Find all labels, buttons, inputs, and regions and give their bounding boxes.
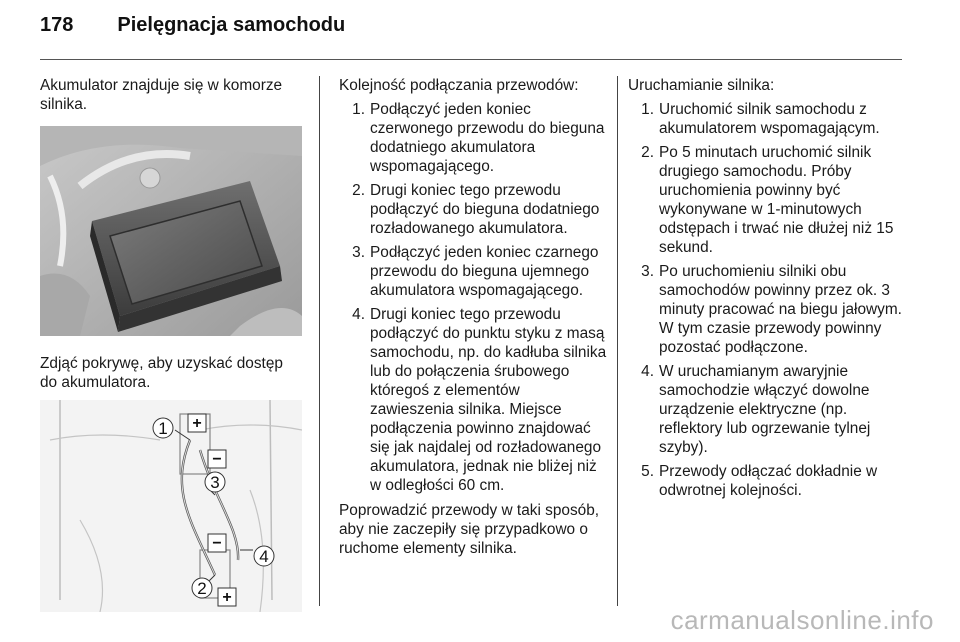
step-text: Drugi koniec tego przewodu podłączyć do bieguna dodatniego rozładowanego akumulatora.: [370, 182, 600, 237]
list-item: [339, 243, 607, 300]
step-number: 2.: [352, 182, 365, 199]
list-item: [339, 100, 607, 176]
list-item: [628, 143, 902, 257]
connection-steps-list: [339, 100, 607, 495]
battery-location-text: Akumulator znajduje się w komorze silnika.: [40, 77, 283, 113]
minus-bottom-glyph: −: [212, 535, 222, 552]
plus-top-glyph: +: [192, 415, 202, 432]
list-item: [628, 362, 902, 457]
list-item: [628, 100, 902, 138]
column-divider-1: [319, 76, 320, 606]
step-number: 3.: [641, 263, 654, 280]
watermark: carmanualsonline.info: [670, 605, 934, 635]
column-right: [628, 76, 902, 500]
step-text: Po uruchomieniu silniki obu samochodów powinny przez ok. 3 minuty pracować na biegu jałowym. W tym czasie przewody powinny pozostać podłączone.: [659, 263, 902, 356]
cable-routing-text: Poprowadzić przewody w taki sposób, aby nie zaczepiły się przypadkowo o ruchome elementy silnika.: [339, 502, 600, 557]
step-text: Po 5 minutach uruchomić silnik drugiego samochodu. Próby uruchomienia powinny być wykonywane w 1-minutowych odstępach i trwać nie dłużej niż 15 sekund.: [659, 144, 894, 256]
callout-4-number: 4: [259, 547, 269, 566]
engine-start-steps-list: [628, 100, 902, 500]
step-number: 5.: [641, 463, 654, 480]
jump-start-diagram: [40, 400, 302, 612]
plus-bottom-glyph: +: [222, 589, 232, 606]
page-header: [40, 14, 345, 46]
connection-order-heading: Kolejność podłączania przewodów:: [339, 77, 579, 94]
callout-2-number: 2: [197, 579, 207, 598]
cover-removal-caption: Zdjąć pokrywę, aby uzyskać dostęp do akumulatora.: [40, 355, 283, 391]
column-divider-2: [617, 76, 618, 606]
engine-bay-photo: [40, 126, 302, 336]
list-item: [339, 305, 607, 495]
callout-3-number: 3: [210, 473, 220, 492]
list-item: [628, 262, 902, 357]
step-text: W uruchamianym awaryjnie samochodzie włączyć dowolne urządzenie elektryczne (np. reflektory lub ogrzewanie tylnej szyby).: [659, 363, 871, 456]
step-number: 1.: [641, 101, 654, 118]
column-left: [40, 76, 302, 612]
column-middle: [339, 76, 607, 558]
step-text: Przewody odłączać dokładnie w odwrotnej kolejności.: [659, 463, 878, 499]
engine-start-heading: Uruchamianie silnika:: [628, 77, 775, 94]
page-title: Pielęgnacja samochodu: [117, 14, 346, 36]
step-number: 1.: [352, 101, 365, 118]
list-item: [628, 462, 902, 500]
page-number: 178: [40, 14, 74, 36]
step-number: 2.: [641, 144, 654, 161]
step-text: Uruchomić silnik samochodu z akumulatorem wspomagającym.: [659, 101, 880, 137]
list-item: [339, 181, 607, 238]
step-number: 3.: [352, 244, 365, 261]
step-number: 4.: [641, 363, 654, 380]
step-number: 4.: [352, 306, 365, 323]
header-divider: [40, 59, 902, 60]
step-text: Podłączyć jeden koniec czerwonego przewodu do bieguna dodatniego akumulatora wspomagającego.: [370, 101, 605, 175]
step-text: Drugi koniec tego przewodu podłączyć do punktu styku z masą samochodu, np. do kadłuba silnika lub do połączenia śrubowego któregoś z elementów zawieszenia silnika. Miejsce podłączenia powinno znajdować się jak najdalej od rozładowanego akumulatora, jednak nie bliżej niż w odległości 60 cm.: [370, 306, 607, 494]
step-text: Podłączyć jeden koniec czarnego przewodu do bieguna ujemnego akumulatora wspomagającego.: [370, 244, 599, 299]
minus-top-glyph: −: [212, 451, 222, 468]
callout-1-number: 1: [158, 419, 168, 438]
